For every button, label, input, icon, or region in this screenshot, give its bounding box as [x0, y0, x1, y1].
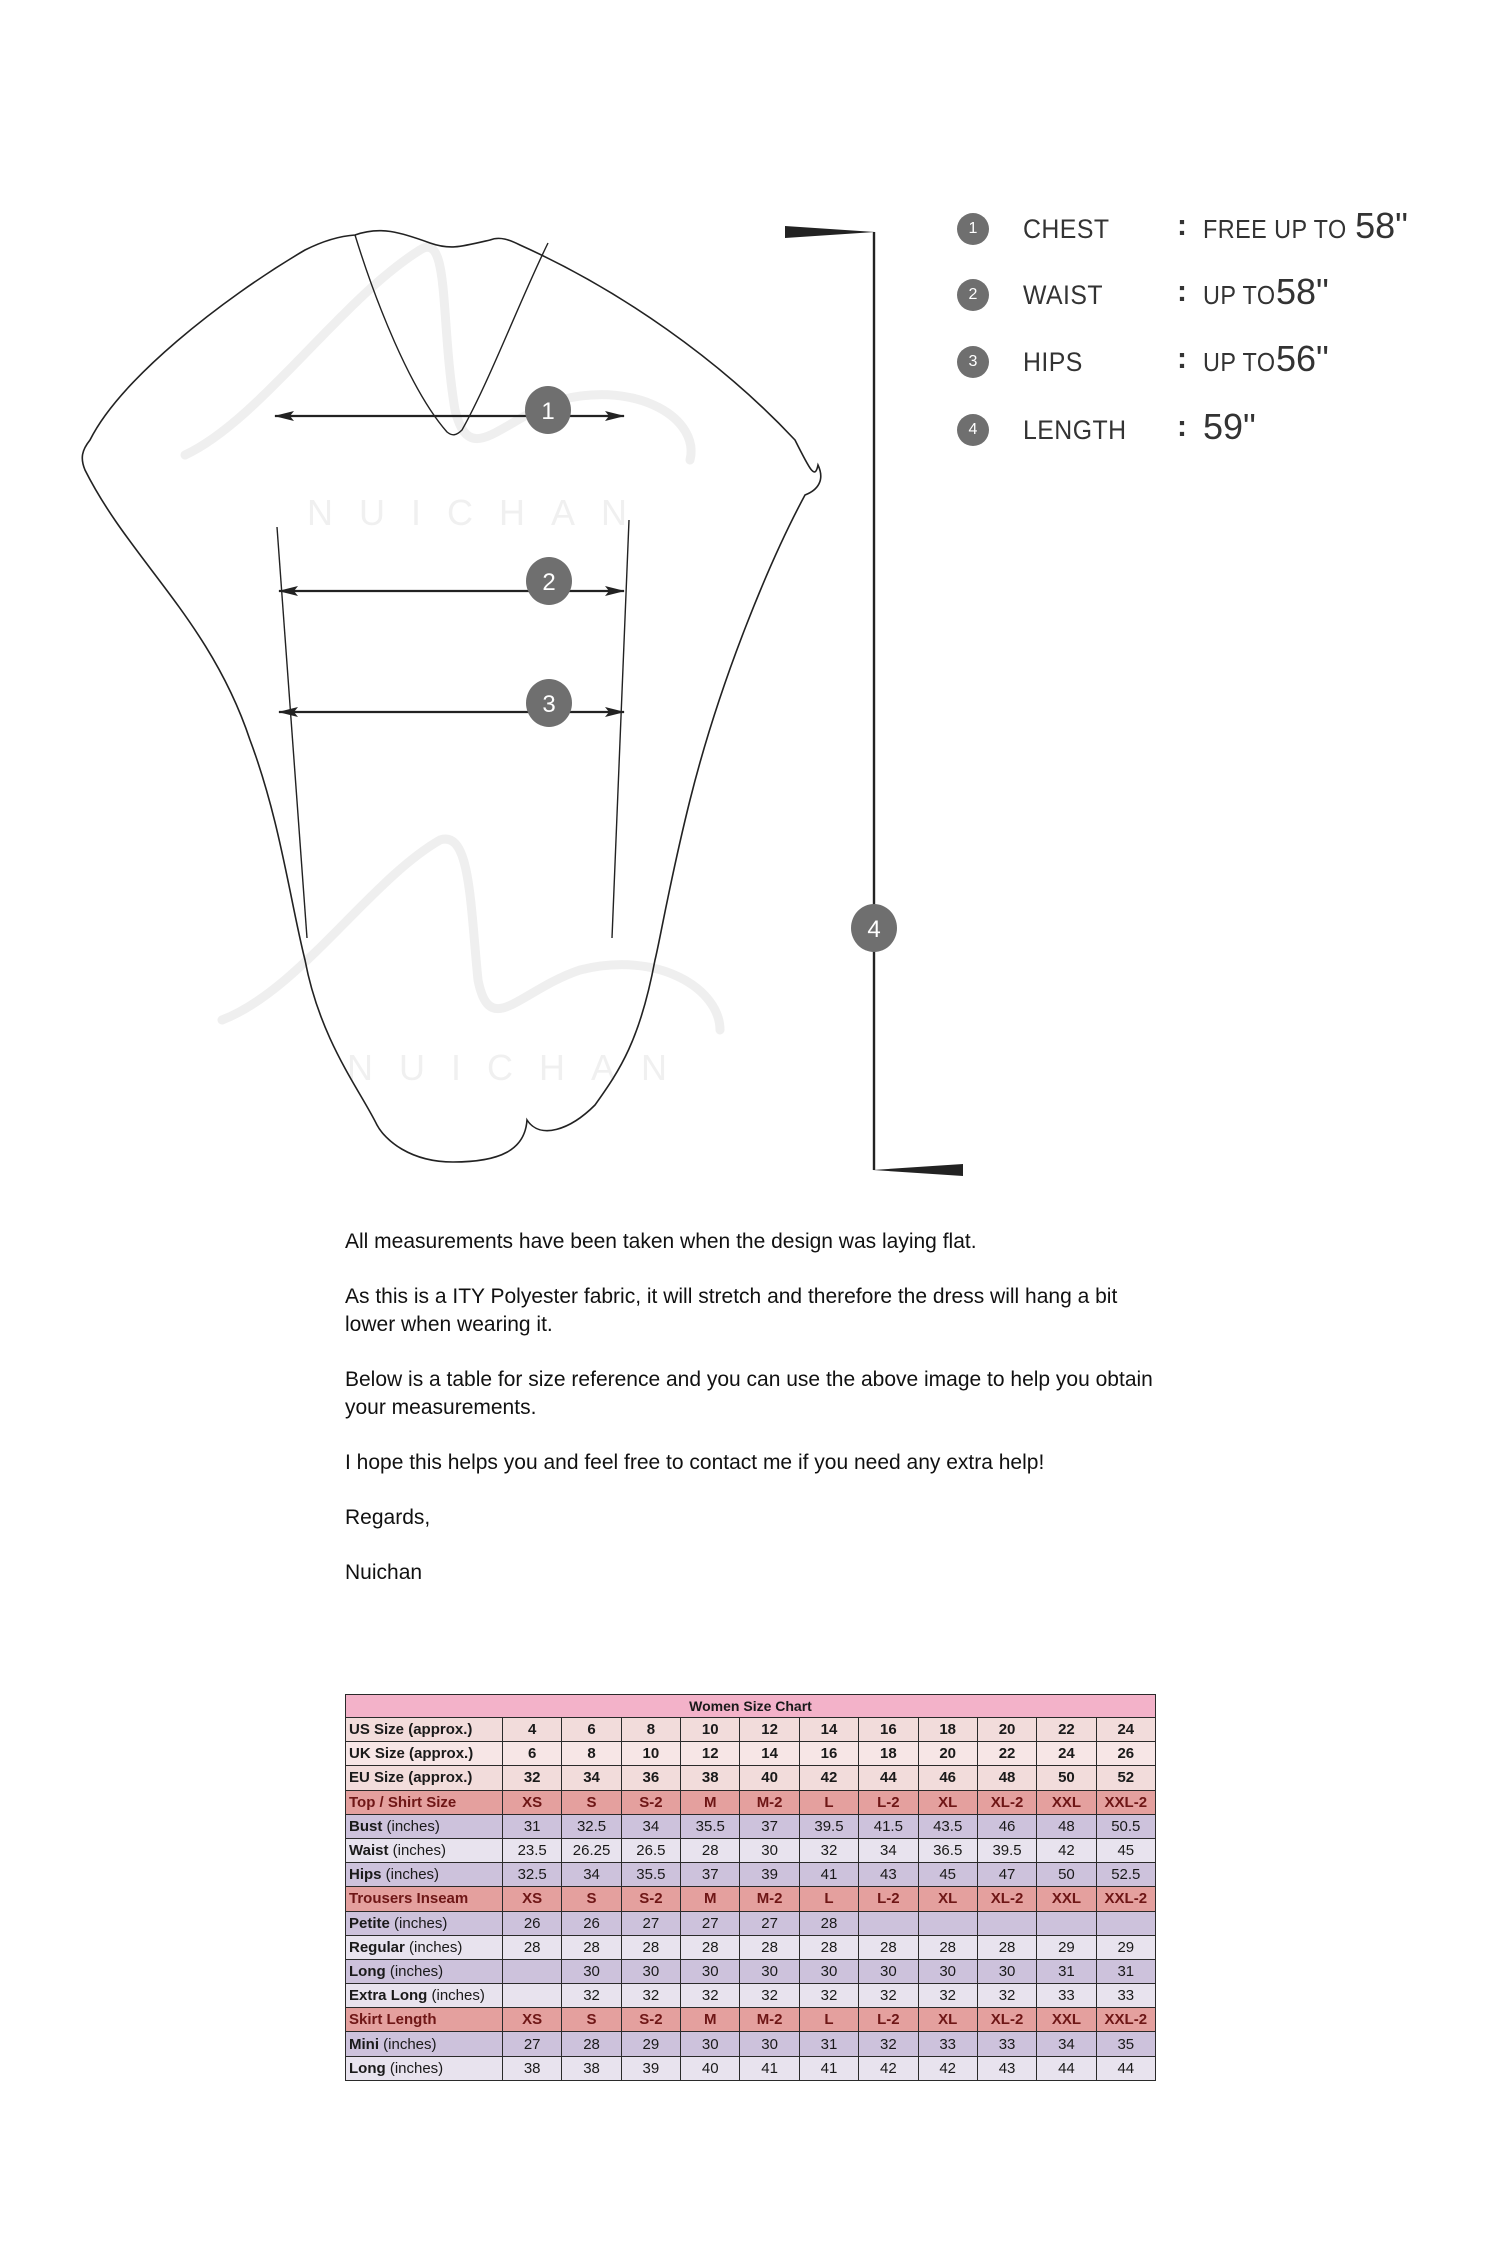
- row-label: Trousers Inseam: [346, 1887, 503, 1911]
- watermark-logo-top: [185, 247, 691, 460]
- table-cell: XXL-2: [1096, 2008, 1155, 2032]
- table-cell: 39.5: [977, 1838, 1036, 1862]
- table-cell: 43.5: [918, 1814, 977, 1838]
- table-cell: XS: [503, 2008, 562, 2032]
- table-cell: 28: [503, 1935, 562, 1959]
- note-signoff: Regards,: [345, 1506, 431, 1529]
- table-cell: 45: [1096, 1838, 1155, 1862]
- table-cell: 44: [1037, 2056, 1096, 2080]
- number-badge-icon: 4: [957, 414, 989, 446]
- table-cell: 30: [740, 1838, 799, 1862]
- inner-left-line: [277, 527, 307, 938]
- table-cell: 8: [562, 1742, 621, 1766]
- table-cell: 32: [859, 1984, 918, 2008]
- table-cell: 45: [918, 1863, 977, 1887]
- number-badge-icon: 1: [957, 213, 989, 245]
- table-cell: 32: [740, 1984, 799, 2008]
- marker-chest: [525, 386, 571, 434]
- svg-text:3: 3: [542, 691, 556, 718]
- table-cell: 28: [621, 1935, 680, 1959]
- table-cell: 42: [918, 2056, 977, 2080]
- table-row: [346, 1838, 1156, 1862]
- table-cell: XS: [503, 1887, 562, 1911]
- legend-value: FREE UP TO 58": [1203, 205, 1408, 246]
- table-cell: 24: [1096, 1718, 1155, 1742]
- table-cell: 26: [503, 1911, 562, 1935]
- table-cell: 39: [621, 2056, 680, 2080]
- table-cell: XXL-2: [1096, 1790, 1155, 1814]
- table-cell: 42: [859, 2056, 918, 2080]
- table-cell: [1037, 1911, 1096, 1935]
- table-cell: 30: [621, 1959, 680, 1983]
- table-cell: XL-2: [977, 2008, 1036, 2032]
- table-cell: 40: [681, 2056, 740, 2080]
- table-cell: [977, 1911, 1036, 1935]
- table-cell: 28: [562, 2032, 621, 2056]
- row-label: Long (inches): [346, 1959, 503, 1983]
- table-cell: 32: [562, 1984, 621, 2008]
- legend-value: UP TO 56": [1203, 338, 1329, 379]
- table-cell: 50: [1037, 1863, 1096, 1887]
- note-paragraph: All measurements have been taken when the design was laying flat.: [345, 1230, 977, 1253]
- table-cell: S-2: [621, 1790, 680, 1814]
- table-cell: 42: [799, 1766, 858, 1790]
- table-row: [346, 1911, 1156, 1935]
- measurement-notes: [345, 1228, 1165, 1614]
- table-cell: 18: [918, 1718, 977, 1742]
- table-cell: 30: [977, 1959, 1036, 1983]
- table-cell: 35.5: [681, 1814, 740, 1838]
- table-cell: L-2: [859, 2008, 918, 2032]
- table-cell: 14: [740, 1742, 799, 1766]
- table-cell: 30: [681, 2032, 740, 2056]
- table-cell: 32: [859, 2032, 918, 2056]
- table-row: [346, 2032, 1156, 2056]
- table-cell: 12: [681, 1742, 740, 1766]
- table-cell: 28: [799, 1935, 858, 1959]
- table-cell: 52: [1096, 1766, 1155, 1790]
- table-cell: 48: [1037, 1814, 1096, 1838]
- table-cell: 33: [1096, 1984, 1155, 2008]
- table-cell: 43: [977, 2056, 1036, 2080]
- table-row: [346, 1766, 1156, 1790]
- note-paragraph: As this is a ITY Polyester fabric, it will stretch and therefore the dress will hang a bit lower when wearing it.: [345, 1285, 1118, 1336]
- table-cell: 32: [681, 1984, 740, 2008]
- row-label: Top / Shirt Size: [346, 1790, 503, 1814]
- table-cell: 26.25: [562, 1838, 621, 1862]
- table-cell: [503, 1959, 562, 1983]
- table-cell: 28: [977, 1935, 1036, 1959]
- table-cell: M: [681, 1790, 740, 1814]
- row-label: Long (inches): [346, 2056, 503, 2080]
- inner-right-line: [612, 520, 629, 938]
- table-cell: 30: [562, 1959, 621, 1983]
- note-paragraph: I hope this helps you and feel free to contact me if you need any extra help!: [345, 1451, 1045, 1474]
- row-label: UK Size (approx.): [346, 1742, 503, 1766]
- table-cell: 34: [1037, 2032, 1096, 2056]
- table-cell: XXL: [1037, 2008, 1096, 2032]
- table-cell: 41: [740, 2056, 799, 2080]
- number-badge-icon: 3: [957, 346, 989, 378]
- table-cell: XL: [918, 1887, 977, 1911]
- legend-item-hips: [955, 338, 1475, 388]
- table-cell: 32: [799, 1984, 858, 2008]
- watermark-text-bottom: NUICHAN: [346, 1047, 694, 1088]
- table-cell: 41: [799, 1863, 858, 1887]
- table-row: [346, 2008, 1156, 2032]
- table-cell: 34: [562, 1863, 621, 1887]
- table-cell: 43: [859, 1863, 918, 1887]
- table-cell: 46: [918, 1766, 977, 1790]
- table-cell: M: [681, 2008, 740, 2032]
- table-cell: S: [562, 1887, 621, 1911]
- table-cell: 30: [681, 1959, 740, 1983]
- table-cell: 23.5: [503, 1838, 562, 1862]
- table-cell: 22: [977, 1742, 1036, 1766]
- table-cell: 42: [1037, 1838, 1096, 1862]
- table-cell: 47: [977, 1863, 1036, 1887]
- table-cell: 30: [859, 1959, 918, 1983]
- table-cell: 33: [977, 2032, 1036, 2056]
- table-cell: L: [799, 2008, 858, 2032]
- legend-label: LENGTH: [1023, 415, 1127, 445]
- table-cell: 12: [740, 1718, 799, 1742]
- table-cell: XXL: [1037, 1887, 1096, 1911]
- table-cell: 46: [977, 1814, 1036, 1838]
- row-label: Extra Long (inches): [346, 1984, 503, 2008]
- table-cell: [918, 1911, 977, 1935]
- table-row: [346, 1984, 1156, 2008]
- table-cell: L-2: [859, 1887, 918, 1911]
- marker-length: [851, 904, 897, 952]
- row-label: Skirt Length: [346, 2008, 503, 2032]
- table-cell: XXL-2: [1096, 1887, 1155, 1911]
- table-cell: M-2: [740, 2008, 799, 2032]
- table-cell: 50.5: [1096, 1814, 1155, 1838]
- table-cell: 38: [681, 1766, 740, 1790]
- table-cell: 38: [562, 2056, 621, 2080]
- table-cell: 20: [918, 1742, 977, 1766]
- marker-hips: [526, 679, 572, 727]
- table-cell: 10: [621, 1742, 680, 1766]
- row-label: EU Size (approx.): [346, 1766, 503, 1790]
- legend-label: HIPS: [1023, 347, 1083, 377]
- table-cell: 29: [1096, 1935, 1155, 1959]
- table-cell: 32: [799, 1838, 858, 1862]
- legend-item-waist: [955, 271, 1475, 321]
- legend-label: CHEST: [1023, 214, 1110, 244]
- row-label: Regular (inches): [346, 1935, 503, 1959]
- table-cell: 33: [1037, 1984, 1096, 2008]
- table-cell: 26: [562, 1911, 621, 1935]
- table-cell: 35: [1096, 2032, 1155, 2056]
- table-row: [346, 1790, 1156, 1814]
- table-cell: 34: [621, 1814, 680, 1838]
- table-cell: 29: [621, 2032, 680, 2056]
- note-signature: Nuichan: [345, 1561, 423, 1584]
- table-cell: XL: [918, 1790, 977, 1814]
- table-cell: L-2: [859, 1790, 918, 1814]
- table-cell: L: [799, 1790, 858, 1814]
- legend-item-length: [955, 406, 1475, 456]
- table-row: [346, 1887, 1156, 1911]
- table-cell: 34: [859, 1838, 918, 1862]
- table-cell: 44: [859, 1766, 918, 1790]
- table-row: [346, 1814, 1156, 1838]
- size-chart-body: [346, 1718, 1156, 2081]
- table-cell: XL-2: [977, 1887, 1036, 1911]
- table-cell: 38: [503, 2056, 562, 2080]
- table-cell: 36: [621, 1766, 680, 1790]
- table-cell: 50: [1037, 1766, 1096, 1790]
- table-cell: 35.5: [621, 1863, 680, 1887]
- legend-colon: :: [1177, 410, 1187, 443]
- table-cell: XXL: [1037, 1790, 1096, 1814]
- table-cell: 32.5: [503, 1863, 562, 1887]
- table-cell: 39: [740, 1863, 799, 1887]
- row-label: Hips (inches): [346, 1863, 503, 1887]
- table-cell: 40: [740, 1766, 799, 1790]
- table-cell: 28: [859, 1935, 918, 1959]
- table-cell: 28: [562, 1935, 621, 1959]
- row-label: Bust (inches): [346, 1814, 503, 1838]
- table-cell: 33: [918, 2032, 977, 2056]
- table-cell: [1096, 1911, 1155, 1935]
- svg-text:1: 1: [541, 398, 555, 425]
- watermark-text-top: NUICHAN: [306, 492, 654, 533]
- size-chart-title-row: [346, 1695, 1156, 1718]
- table-cell: 36.5: [918, 1838, 977, 1862]
- legend-item-chest: [955, 205, 1475, 255]
- table-cell: 32: [621, 1984, 680, 2008]
- table-row: [346, 1742, 1156, 1766]
- legend-colon: :: [1177, 275, 1187, 308]
- table-cell: 32: [918, 1984, 977, 2008]
- table-cell: 27: [740, 1911, 799, 1935]
- table-cell: [859, 1911, 918, 1935]
- row-label: Petite (inches): [346, 1911, 503, 1935]
- table-cell: 20: [977, 1718, 1036, 1742]
- table-cell: 31: [503, 1814, 562, 1838]
- table-cell: 26.5: [621, 1838, 680, 1862]
- table-cell: 27: [503, 2032, 562, 2056]
- number-badge-icon: 2: [957, 279, 989, 311]
- legend-colon: :: [1177, 342, 1187, 375]
- women-size-chart: [345, 1694, 1156, 2081]
- table-cell: 6: [503, 1742, 562, 1766]
- table-cell: S: [562, 2008, 621, 2032]
- table-row: [346, 2056, 1156, 2080]
- table-cell: 4: [503, 1718, 562, 1742]
- table-cell: 27: [621, 1911, 680, 1935]
- table-cell: M: [681, 1887, 740, 1911]
- row-label: Waist (inches): [346, 1838, 503, 1862]
- table-cell: [503, 1984, 562, 2008]
- table-cell: 52.5: [1096, 1863, 1155, 1887]
- table-cell: 27: [681, 1911, 740, 1935]
- table-cell: 14: [799, 1718, 858, 1742]
- legend-label: WAIST: [1023, 280, 1104, 310]
- table-cell: 30: [740, 1959, 799, 1983]
- table-cell: M-2: [740, 1887, 799, 1911]
- note-paragraph: Below is a table for size reference and you can use the above image to help you obtain your measurements.: [345, 1368, 1153, 1419]
- table-cell: 34: [562, 1766, 621, 1790]
- table-cell: 41: [799, 2056, 858, 2080]
- table-row: [346, 1718, 1156, 1742]
- legend-value: UP TO 58": [1203, 271, 1329, 312]
- legend-value: 59": [1203, 406, 1256, 447]
- table-cell: 28: [918, 1935, 977, 1959]
- size-chart-title: Women Size Chart: [346, 1695, 1156, 1718]
- table-cell: 48: [977, 1766, 1036, 1790]
- table-cell: 30: [740, 2032, 799, 2056]
- table-cell: S: [562, 1790, 621, 1814]
- table-cell: 31: [1096, 1959, 1155, 1983]
- table-cell: 37: [740, 1814, 799, 1838]
- table-cell: 10: [681, 1718, 740, 1742]
- table-cell: XL-2: [977, 1790, 1036, 1814]
- table-cell: 39.5: [799, 1814, 858, 1838]
- table-cell: 6: [562, 1718, 621, 1742]
- table-cell: 31: [1037, 1959, 1096, 1983]
- table-cell: S-2: [621, 1887, 680, 1911]
- table-cell: 28: [681, 1935, 740, 1959]
- table-cell: 26: [1096, 1742, 1155, 1766]
- table-cell: S-2: [621, 2008, 680, 2032]
- table-row: [346, 1959, 1156, 1983]
- table-cell: 16: [859, 1718, 918, 1742]
- svg-text:4: 4: [867, 916, 881, 943]
- table-cell: 28: [681, 1838, 740, 1862]
- table-row: [346, 1935, 1156, 1959]
- table-cell: 28: [740, 1935, 799, 1959]
- table-cell: 29: [1037, 1935, 1096, 1959]
- table-cell: 31: [799, 2032, 858, 2056]
- table-cell: 18: [859, 1742, 918, 1766]
- table-cell: 44: [1096, 2056, 1155, 2080]
- table-cell: 30: [799, 1959, 858, 1983]
- table-cell: 8: [621, 1718, 680, 1742]
- table-cell: 37: [681, 1863, 740, 1887]
- table-cell: 16: [799, 1742, 858, 1766]
- svg-text:2: 2: [542, 569, 556, 596]
- table-cell: 32: [977, 1984, 1036, 2008]
- table-row: [346, 1863, 1156, 1887]
- table-cell: 22: [1037, 1718, 1096, 1742]
- table-cell: 24: [1037, 1742, 1096, 1766]
- table-cell: 30: [918, 1959, 977, 1983]
- marker-waist: [526, 557, 572, 605]
- row-label: US Size (approx.): [346, 1718, 503, 1742]
- table-cell: 41.5: [859, 1814, 918, 1838]
- table-cell: M-2: [740, 1790, 799, 1814]
- table-cell: L: [799, 1887, 858, 1911]
- row-label: Mini (inches): [346, 2032, 503, 2056]
- table-cell: XL: [918, 2008, 977, 2032]
- table-cell: 32.5: [562, 1814, 621, 1838]
- legend-colon: :: [1177, 209, 1187, 242]
- table-cell: 32: [503, 1766, 562, 1790]
- table-cell: XS: [503, 1790, 562, 1814]
- table-cell: 28: [799, 1911, 858, 1935]
